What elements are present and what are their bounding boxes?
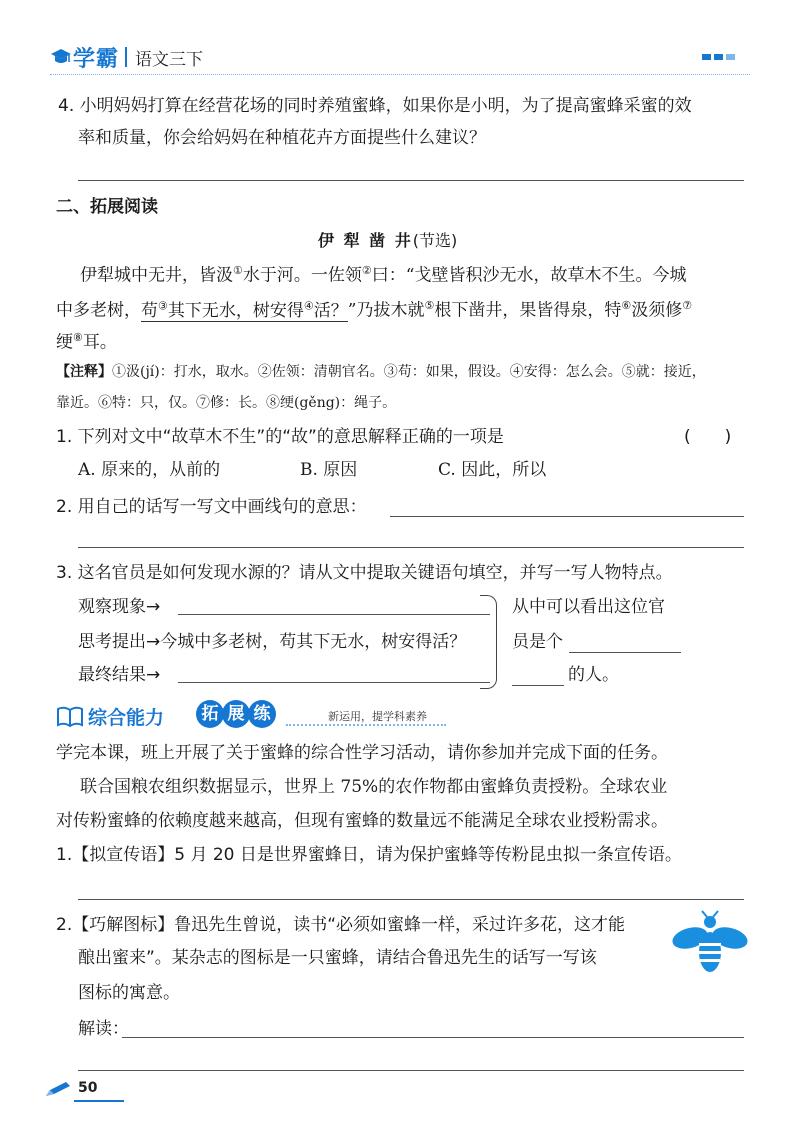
passage-title-text: 伊 犁 凿 井 xyxy=(318,231,413,250)
answer-bracket[interactable]: ( ) xyxy=(684,427,732,447)
option-c[interactable]: C. 因此，所以 xyxy=(438,460,547,480)
question-2: 2. 用自己的话写一写文中画线句的意思： xyxy=(56,497,367,517)
answer-label: 解读： xyxy=(78,1019,129,1039)
footer-rule xyxy=(74,1100,124,1102)
section-banner xyxy=(56,700,456,732)
section-title: 二、拓展阅读 xyxy=(56,197,158,217)
q3-right-1: 从中可以看出这位官 xyxy=(512,597,665,617)
task-1: 1.【拟宣传语】5 月 20 日是世界蜜蜂日，请为保护蜜蜂等传粉昆虫拟一条宣传语。 xyxy=(56,845,682,865)
book-icon xyxy=(56,704,84,728)
answer-line[interactable] xyxy=(390,516,744,517)
character-trait-blank[interactable] xyxy=(569,632,681,653)
answer-line[interactable] xyxy=(78,547,744,548)
notes-line-1: 【注释】①汲(jí)：打水，取水。②佐领：清朝官名。③苟：如果，假设。④安得：怎么会。⑤就：接近， xyxy=(56,364,706,380)
pencil-icon xyxy=(44,1080,72,1098)
answer-line[interactable] xyxy=(122,1037,744,1038)
material-line-2: 对传粉蜜蜂的依赖度越来越高，但现有蜜蜂的数量远不能满足全球农业授粉需求。 xyxy=(56,811,668,831)
notes-line-2: 靠近。⑥特：只，仅。⑦修：长。⑧绠(gěng)：绳子。 xyxy=(56,395,397,411)
answer-line[interactable] xyxy=(78,1070,744,1071)
task-2-line3: 图标的寓意。 xyxy=(78,983,180,1003)
page-number: 50 xyxy=(78,1080,98,1096)
answer-line[interactable] xyxy=(178,682,490,683)
character-trait-blank-2[interactable] xyxy=(512,665,564,686)
badge: 拓 展 练 xyxy=(196,700,276,728)
header-decoration xyxy=(702,54,735,60)
answer-line[interactable] xyxy=(78,899,744,900)
question-4-line1: 4. 小明妈妈打算在经营花场的同时养殖蜜蜂，如果你是小明，为了提高蜜蜂采蜜的效 xyxy=(58,96,692,116)
answer-line[interactable] xyxy=(178,614,490,615)
question-1: 1. 下列对文中“故草木不生”的“故”的意思解释正确的一项是 xyxy=(56,427,504,447)
activity-intro: 学完本课，班上开展了关于蜜蜂的综合性学习活动，请你参加并完成下面的任务。 xyxy=(56,743,668,763)
passage-line-2: 中多老树，苟③其下无水，树安得④活？”乃拔木就⑤根下凿井，果皆得泉，特⑥汲须修⑦ xyxy=(56,299,693,321)
passage-line-1: 伊犁城中无井，皆汲①水于河。一佐领②曰：“戈壁皆积沙无水，故草木不生。今城 xyxy=(80,264,687,286)
section-banner-title: 综合能力 xyxy=(88,707,165,729)
q3-row-think: 思考提出→今城中多老树，苟其下无水，树安得活？ xyxy=(78,632,467,652)
q3-right-3: 的人。 xyxy=(512,664,619,686)
task-2-line1: 2.【巧解图标】鲁迅先生曾说，读书“必须如蜜蜂一样，采过许多花，这才能 xyxy=(56,915,626,935)
notes-label: 【注释】 xyxy=(56,364,112,380)
footer xyxy=(44,1076,164,1106)
brand-divider xyxy=(125,47,127,67)
passage-line-3: 绠⑧耳。 xyxy=(56,331,117,353)
graduation-cap-icon xyxy=(50,47,72,67)
bee-icon xyxy=(670,910,750,978)
brand-name: 学霸 xyxy=(73,46,120,72)
header xyxy=(50,40,750,76)
option-b[interactable]: B. 原因 xyxy=(300,460,358,480)
answer-line[interactable] xyxy=(78,180,744,181)
passage-title xyxy=(318,228,457,251)
underlined-sentence: 苟③其下无水，树安得④活？ xyxy=(141,299,348,321)
subject-label: 语文三下 xyxy=(135,49,204,70)
q3-row-observe: 观察现象→ xyxy=(78,597,161,617)
banner-tagline: 新运用，提学科素养 xyxy=(328,710,427,723)
brand-logo xyxy=(50,42,203,72)
question-3: 3. 这名官员是如何发现水源的？请从文中提取关键语句填空，并写一写人物特点。 xyxy=(56,563,673,583)
q3-bracket xyxy=(480,595,497,689)
passage-title-note: (节选) xyxy=(412,231,458,250)
q3-row-result: 最终结果→ xyxy=(78,665,161,685)
banner-dotted-rule xyxy=(286,724,446,726)
q3-right-2: 员是个 xyxy=(512,631,681,653)
task-2-line2: 酿出蜜来”。某杂志的图标是一只蜜蜂，请结合鲁迅先生的话写一写该 xyxy=(78,948,597,968)
option-a[interactable]: A. 原来的，从前的 xyxy=(78,460,221,480)
question-4-line2: 率和质量，你会给妈妈在种植花卉方面提些什么建议？ xyxy=(78,128,486,148)
material-line-1: 联合国粮农组织数据显示，世界上 75%的农作物都由蜜蜂负责授粉。全球农业 xyxy=(80,777,668,797)
header-rule xyxy=(50,74,750,75)
